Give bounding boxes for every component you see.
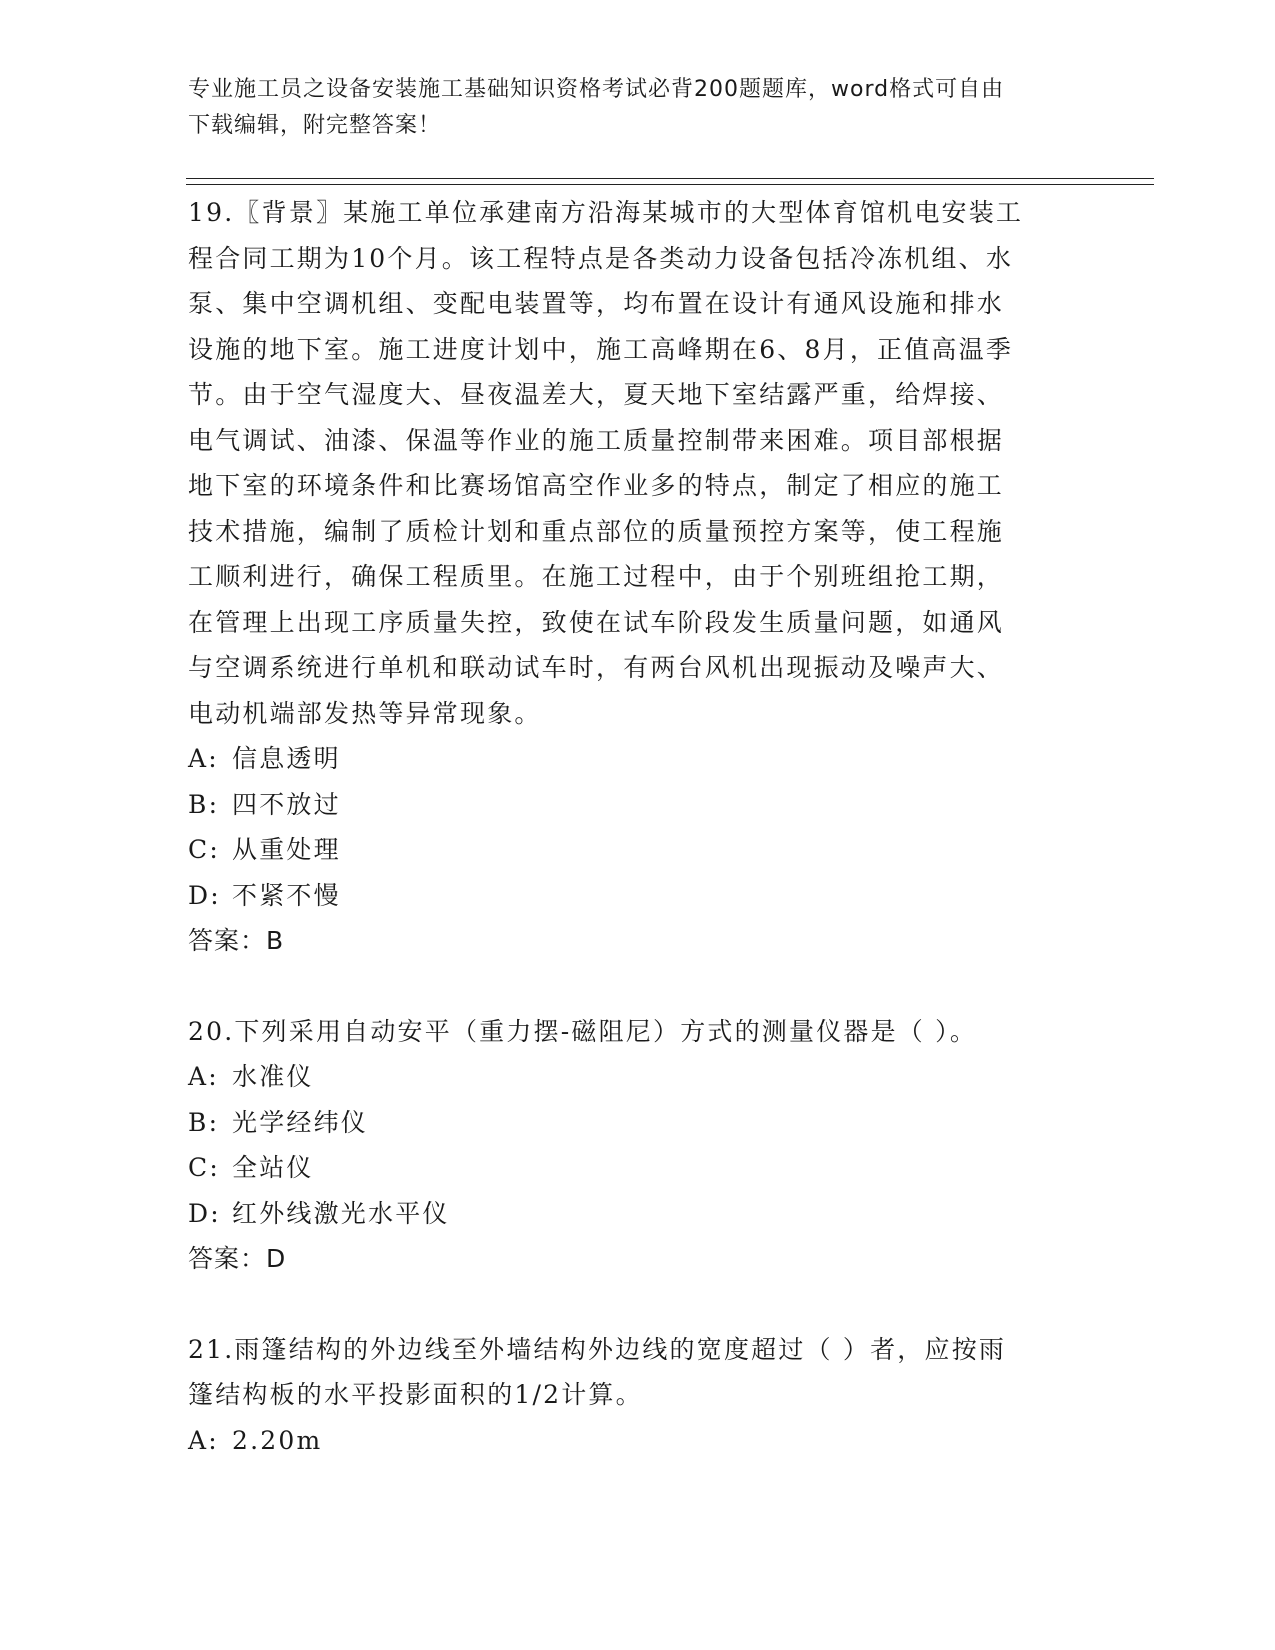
question-line: 地下室的环境条件和比赛场馆高空作业多的特点，制定了相应的施工: [188, 471, 1005, 500]
option-text: 水准仪: [232, 1062, 314, 1091]
option-text: 不紧不慢: [232, 880, 341, 910]
option-c: [188, 1145, 1068, 1191]
question-text: [188, 1009, 1068, 1055]
question-line: 电气调试、油漆、保温等作业的施工质量控制带来困难。项目部根据: [188, 425, 1005, 455]
option-d: [188, 1191, 1068, 1237]
option-label: A:: [188, 1425, 219, 1455]
question-line: 设施的地下室。施工进度计划中，施工高峰期在6、8月，正值高温季: [188, 334, 1014, 364]
option-label: B:: [188, 789, 220, 819]
option-label: A:: [188, 1062, 219, 1091]
option-label: C:: [188, 835, 220, 864]
question-line: 在管理上出现工序质量失控，致使在试车阶段发生质量问题，如通风: [188, 607, 1005, 637]
option-text: 红外线激光水平仪: [232, 1198, 450, 1228]
option-text: 从重处理: [232, 835, 341, 864]
option-text: 信息透明: [232, 744, 341, 773]
question-line: 〖背景〗某施工单位承建南方沿海某城市的大型体育馆机电安装工: [234, 198, 1024, 227]
option-text: 全站仪: [232, 1153, 314, 1182]
question-line: 技术措施，编制了质检计划和重点部位的质量预控方案等，使工程施: [188, 516, 1005, 546]
question-line: 雨篷结构的外边线至外墙结构外边线的宽度超过（ ）者，应按雨: [234, 1334, 1007, 1364]
answer-text: 答案：B: [188, 926, 285, 955]
question-21: [188, 1327, 1068, 1464]
answer-text: 答案：D: [188, 1244, 287, 1273]
question-line: 下列采用自动安平（重力摆-磁阻尼）方式的测量仪器是（ ）。: [234, 1016, 978, 1046]
question-number: 21.: [188, 1334, 235, 1364]
question-line: 节。由于空气湿度大、昼夜温差大，夏天地下室结露严重，给焊接、: [188, 380, 1005, 409]
option-text: 四不放过: [232, 789, 341, 819]
question-line: 泵、集中空调机组、变配电装置等，均布置在设计有通风设施和排水: [188, 289, 1005, 318]
header-line-1: 专业施工员之设备安装施工基础知识资格考试必背200题题库，word格式可自由: [188, 77, 1005, 102]
question-number: 19.: [188, 198, 235, 227]
option-label: D:: [188, 880, 221, 910]
option-label: B:: [188, 1107, 220, 1137]
option-b: [188, 782, 1068, 828]
question-line: 电动机端部发热等异常现象。: [188, 698, 542, 728]
question-line: 篷结构板的水平投影面积的1/2计算。: [188, 1380, 643, 1409]
question-20: [188, 1009, 1068, 1282]
question-line: 程合同工期为10个月。该工程特点是各类动力设备包括冷冻机组、水: [188, 243, 1014, 273]
header-rule-top: [186, 178, 1154, 179]
header-line-2: 下载编辑，附完整答案！: [188, 113, 442, 138]
option-a: [188, 1054, 1068, 1100]
option-label: D:: [188, 1198, 221, 1228]
option-a: [188, 1418, 1068, 1464]
document-header: [188, 72, 1068, 144]
option-c: [188, 827, 1068, 873]
option-text: 光学经纬仪: [232, 1107, 369, 1137]
question-line: 工顺利进行，确保工程质里。在施工过程中，由于个别班组抢工期，: [188, 562, 1005, 591]
option-label: A:: [188, 744, 219, 773]
option-label: C:: [188, 1153, 220, 1182]
question-text: [188, 190, 1068, 736]
question-number: 20.: [188, 1016, 235, 1046]
option-b: [188, 1100, 1068, 1146]
option-a: [188, 736, 1068, 782]
question-19: [188, 190, 1068, 964]
question-list: [188, 190, 1068, 1463]
question-text: [188, 1327, 1068, 1418]
option-text: 2.20m: [232, 1425, 323, 1455]
header-rule-bottom: [186, 184, 1154, 185]
question-line: 与空调系统进行单机和联动试车时，有两台风机出现振动及噪声大、: [188, 653, 1005, 682]
option-d: [188, 873, 1068, 919]
